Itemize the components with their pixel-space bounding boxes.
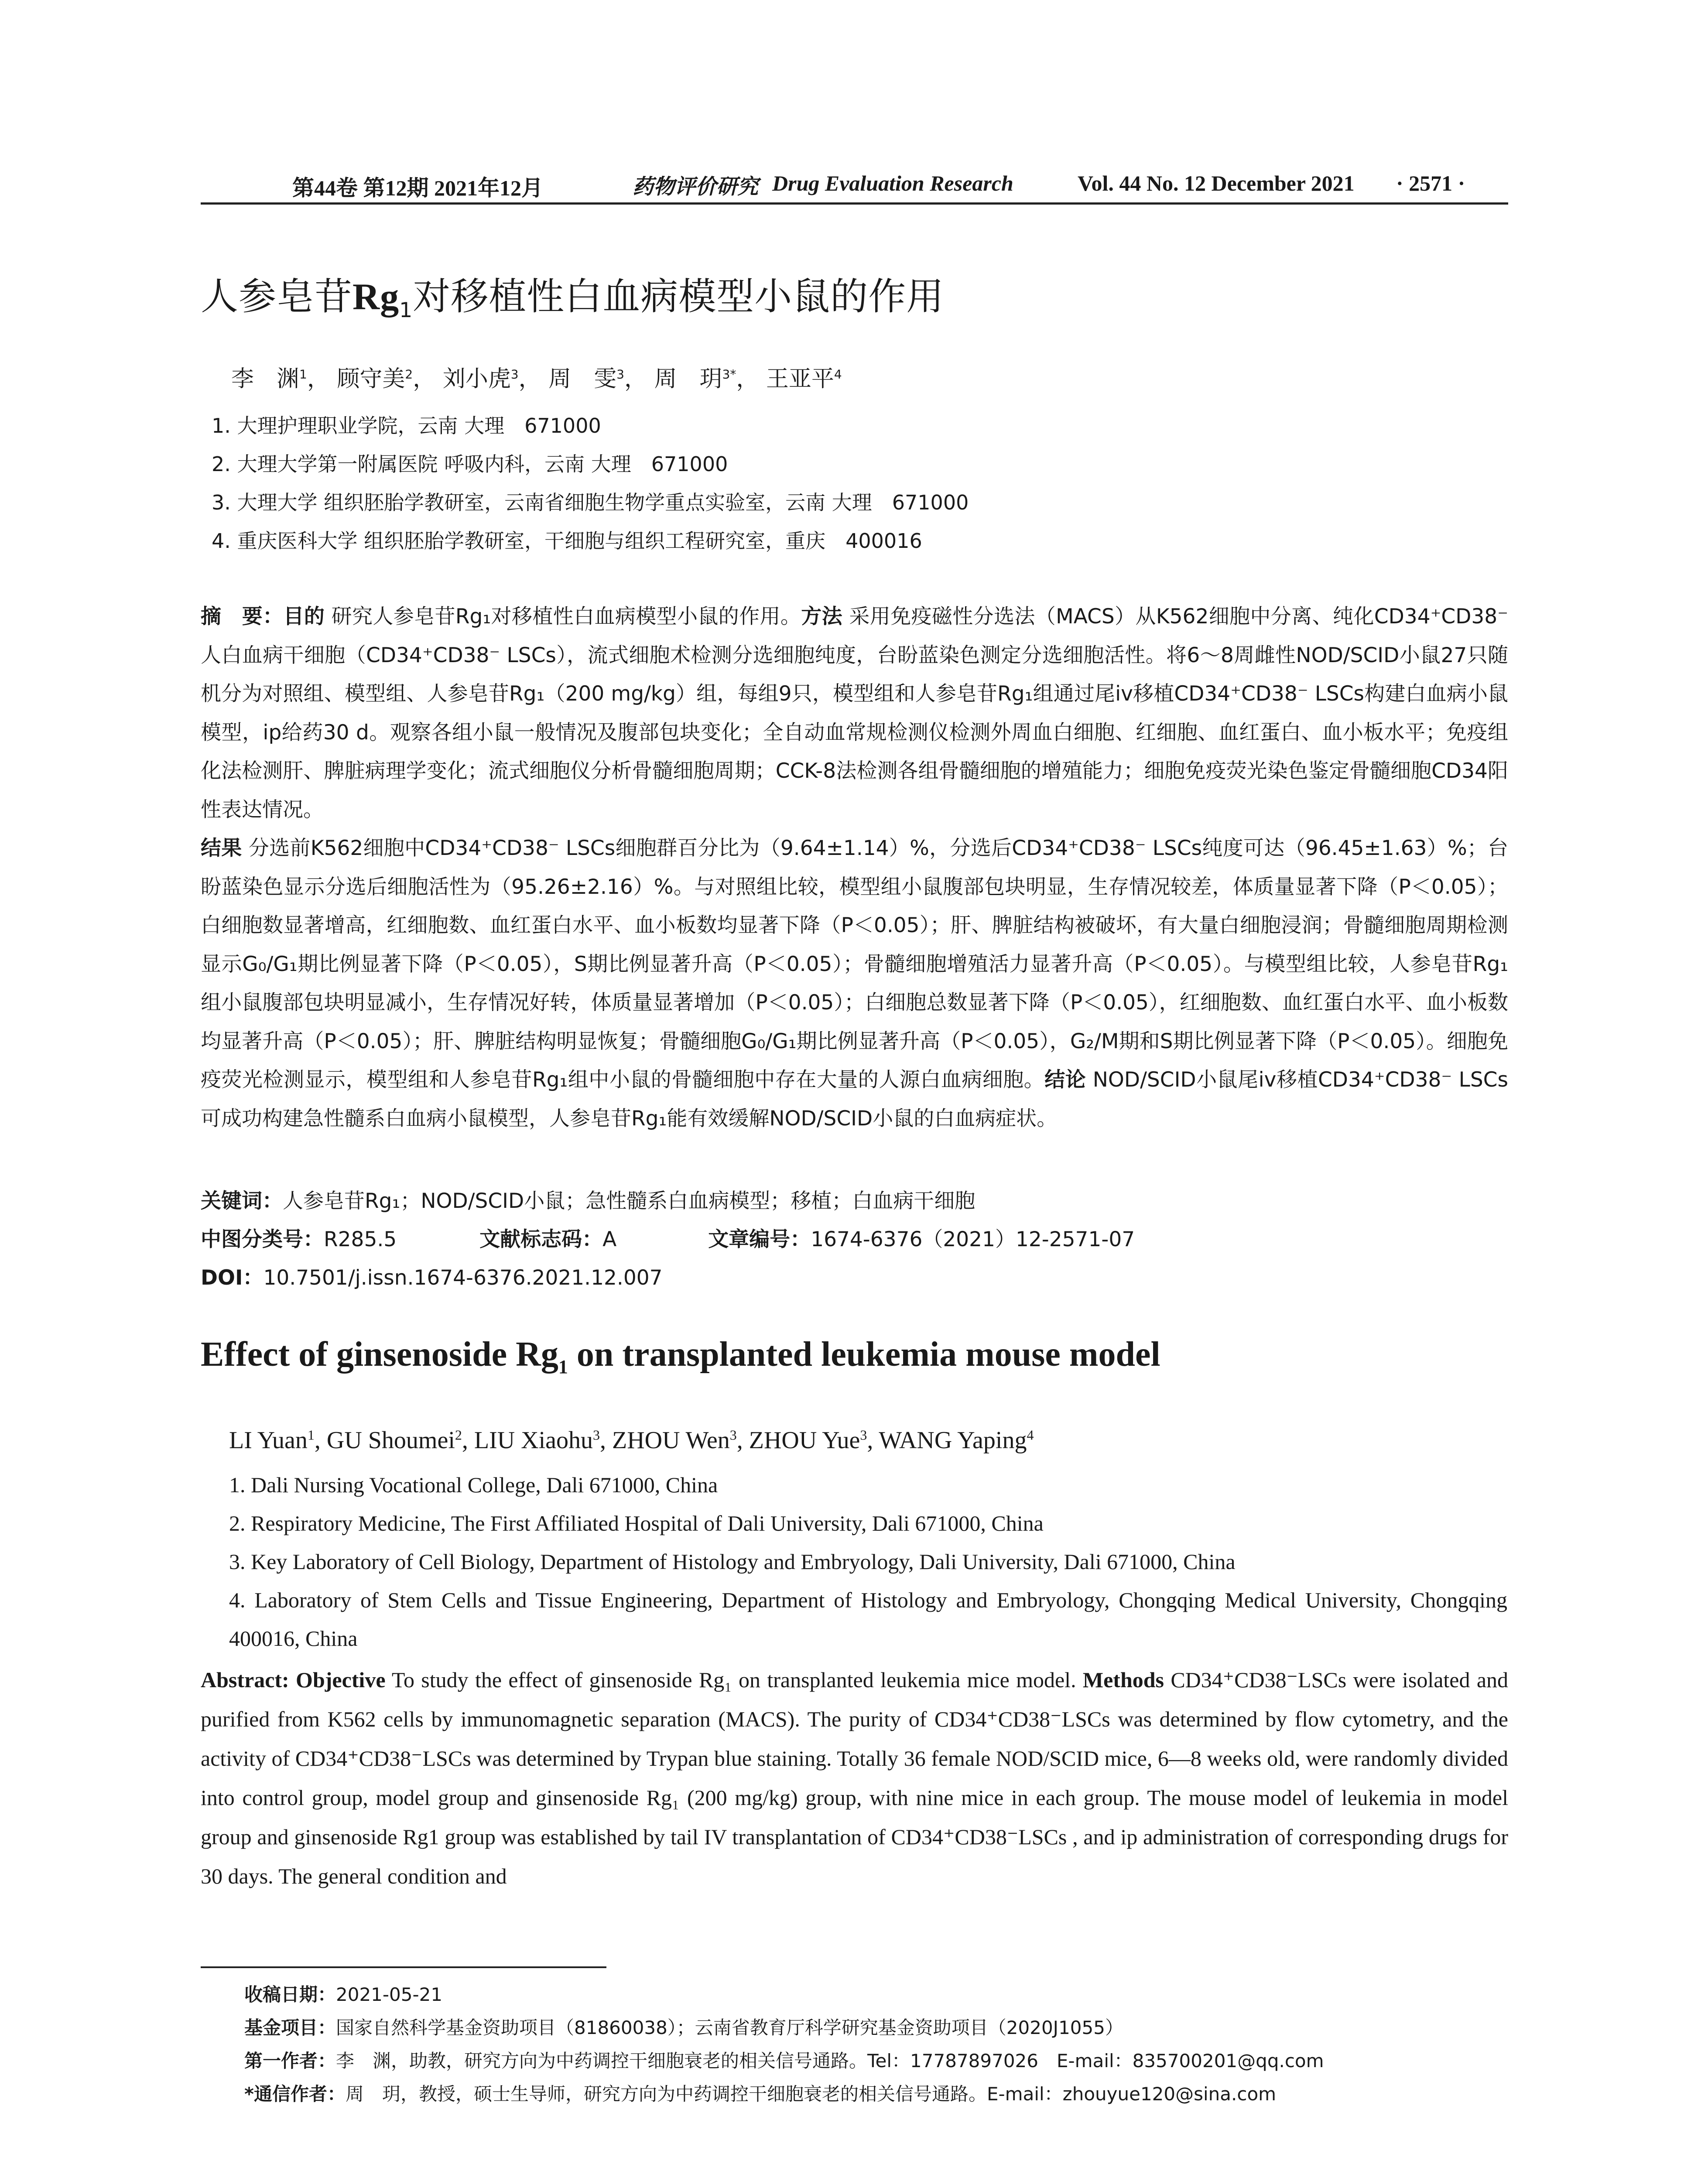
article-id-value: 1674-6376（2021）12-2571-07 [811,1227,1135,1251]
methods-label: 方法 [801,605,843,629]
abstract-en-label: Abstract: [201,1668,289,1692]
author-affil-ref: 1 [299,367,307,382]
methods-en-label: Methods [1082,1668,1164,1692]
abstract-cn [201,598,1508,1138]
clc-label: 中图分类号： [201,1227,324,1251]
footnote-text: 国家自然科学基金资助项目（81860038）；云南省教育厅科学研究基金资助项目（2020J1055） [336,2017,1123,2038]
results-label: 结果 [201,836,242,860]
classification-line [201,1223,1135,1252]
keywords-cn [201,1185,975,1214]
author-en: WANG Yaping [879,1427,1027,1454]
author-affil-ref: 2 [455,1427,462,1443]
affiliation-en: 3. Key Laboratory of Cell Biology, Department of Histology and Embryology, Dali University, Dali 671000, China [229,1549,1236,1574]
footnote-received [244,1980,442,2007]
title-cn-pre: 人参皂苷 [201,275,353,318]
affiliation-en: 4. Laboratory of Stem Cells and Tissue Engineering, Department of Histology and Embryology, Chongqing Medical University, Chongqing 400016, China [229,1588,1507,1651]
running-header [201,167,1508,198]
journal-name-en: Drug Evaluation Research [772,171,1013,195]
author-en: GU Shoumei [326,1427,455,1454]
objective-en-text: To study the effect of ginsenoside Rg₁ on transplanted leukemia mice model. [385,1668,1076,1692]
author-affil-ref: 1 [307,1427,315,1443]
author-cn: 周 雯 [548,366,617,392]
author-en: ZHOU Wen [612,1427,730,1454]
abstract-cn-label: 摘 要： [201,605,284,629]
author-affil-ref: 3* [722,367,736,382]
footnote-label: 第一作者： [244,2050,336,2072]
author-en: ZHOU Yue [749,1427,860,1454]
affiliation-cn: 3. 大理大学 组织胚胎学教研室，云南省细胞生物学重点实验室，云南 大理 671000 [212,491,969,514]
conclusion-label: 结论 [1044,1068,1086,1092]
title-en-sub: 1 [558,1356,568,1378]
methods-text: 采用免疫磁性分选法（MACS）从K562细胞中分离、纯化CD34⁺CD38⁻人白血病干细胞（CD34⁺CD38⁻ LSCs），流式细胞术检测分选细胞纯度，台盼蓝染色测定分选细胞活性。将6～8周雌性NOD/SCID小鼠27只随机分为对照组、模型组、人参皂苷Rg₁（200 mg/kg）组，每组9只，模型组和人参皂苷Rg₁组通过尾iv移植CD34⁺CD38⁻ LSCs构建白血病小鼠模型，ip给药30 d。观察各组小鼠一般情况及腹部包块变化；全自动血常规检测仪检测外周血白细胞、红细胞、血红蛋白、血小板水平；免疫组化法检测肝、脾脏病理学变化；流式细胞仪分析骨髓细胞周期；CCK-8法检测各组骨髓细胞的增殖能力；细胞免疫荧光染色鉴定骨髓细胞CD34阳性表达情况。 [201,605,1509,822]
title-cn-rg: Rg [353,276,400,318]
doi-line [201,1261,663,1291]
author-en: LIU Xiaohu [474,1427,593,1454]
conclusion-text: NOD/SCID小鼠尾iv移植CD34⁺CD38⁻ LSCs可成功构建急性髓系白血病小鼠模型，人参皂苷Rg₁能有效缓解NOD/SCID小鼠的白血病症状。 [201,1068,1508,1131]
doi-label: DOI： [201,1266,264,1290]
title-cn-post: 对移植性白血病模型小鼠的作用 [413,275,945,318]
author-cn: 王亚平 [766,366,834,392]
author-affil-ref: 4 [1027,1427,1034,1443]
footnote-label: *通信作者： [244,2083,346,2105]
author-cn: 顾守美 [337,366,405,392]
footnote-divider [201,1966,606,1968]
author-affil-ref: 3 [616,367,624,382]
title-cn [201,266,944,322]
page-number: · 2571 · [1396,171,1465,195]
author-cn: 周 玥 [654,366,722,392]
issue-cn: 第44卷 第12期 2021年12月 [292,176,543,200]
author-en: LI Yuan [229,1427,308,1454]
abstract-en [201,1660,1508,1896]
issue-en: Vol. 44 No. 12 December 2021 [1078,171,1355,195]
title-cn-sub: 1 [399,298,413,323]
objective-en-label: Objective [296,1668,386,1692]
affiliation-cn: 1. 大理护理职业学院，云南 大理 671000 [212,414,601,438]
article-id-label: 文章编号： [708,1227,811,1251]
footnote-text: 周 玥，教授，硕士生导师，研究方向为中药调控干细胞衰老的相关信号通路。E-mail：zhouyue120@sina.com [345,2083,1277,2105]
author-cn: 刘小虎 [442,366,511,392]
keywords-label: 关键词： [201,1189,283,1213]
doc-code-value: A [602,1227,617,1251]
author-affil-ref: 3 [593,1427,600,1443]
author-affil-ref: 3 [860,1427,867,1443]
author-affil-ref: 4 [834,367,842,382]
keywords-text: 人参皂苷Rg₁；NOD/SCID小鼠；急性髓系白血病模型；移植；白血病干细胞 [283,1189,976,1213]
affiliation-en: 2. Respiratory Medicine, The First Affiliated Hospital of Dali University, Dali 671000, China [229,1511,1044,1535]
objective-label: 目的 [283,605,325,629]
clc-value: R285.5 [324,1227,397,1251]
author-affil-ref: 3 [729,1427,737,1443]
footnote-text: 李 渊，助教，研究方向为中药调控干细胞衰老的相关信号通路。Tel：17787897026 E-mail：835700201@qq.com [336,2050,1324,2072]
affiliation-cn: 4. 重庆医科大学 组织胚胎学教研室，干细胞与组织工程研究室，重庆 400016 [212,529,922,553]
footnote-corresponding [244,2080,1276,2106]
author-affil-ref: 3 [510,367,519,382]
footnote-label: 收稿日期： [244,1984,336,2005]
doc-code-label: 文献标志码： [479,1227,603,1251]
footnote-text: 2021-05-21 [336,1984,443,2005]
footnote-first-author [244,2047,1324,2073]
title-en-post: on transplanted leukemia mouse model [568,1335,1160,1374]
title-en [201,1335,1160,1378]
results-text: 分选前K562细胞中CD34⁺CD38⁻ LSCs细胞群百分比为（9.64±1.14）%，分选后CD34⁺CD38⁻ LSCs纯度可达（96.45±1.63）%；台盼蓝染色显示分选后细胞活性为（95.26±2.16）%。与对照组比较，模型组小鼠腹部包块明显，生存情况较差，体质量显著下降（P＜0.05）；白细胞数显著增高，红细胞数、血红蛋白水平、血小板数均显著下降（P＜0.05）；肝、脾脏结构被破坏，有大量白细胞浸润；骨髓细胞周期检测显示G₀/G₁期比例显著下降（P＜0.05），S期比例显著升高（P＜0.05）；骨髓细胞增殖活力显著升高（P＜0.05）。与模型组比较，人参皂苷Rg₁组小鼠腹部包块明显减小，生存情况好转，体质量显著增加（P＜0.05）；白细胞总数显著下降（P＜0.05），红细胞数、血红蛋白水平、血小板数均显著升高（P＜0.05）；肝、脾脏结构明显恢复；骨髓细胞G₀/G₁期比例显著升高（P＜0.05），G₂/M期和S期比例显著下降（P＜0.05）。细胞免疫荧光检测显示，模型组和人参皂苷Rg₁组中小鼠的骨髓细胞中存在大量的人源白血病细胞。 [201,836,1508,1092]
objective-text: 研究人参皂苷Rg₁对移植性白血病模型小鼠的作用。 [325,605,801,629]
footnote-funding [244,2013,1123,2040]
doi-value: 10.7501/j.issn.1674-6376.2021.12.007 [263,1266,663,1290]
author-affil-ref: 2 [405,367,413,382]
title-en-pre: Effect of ginsenoside Rg [201,1335,558,1374]
header-divider [201,202,1508,205]
journal-logo: 药物评价研究 [633,174,759,199]
affiliation-en: 1. Dali Nursing Vocational College, Dali 671000, China [229,1473,718,1497]
authors-cn: 李 渊$^1$， 顾守美$^2$， 刘小虎$^3$， 周 雯$^3$， 周 玥$^{3*}$， 王亚平$^4$ [231,366,842,392]
affiliation-cn: 2. 大理大学第一附属医院 呼吸内科，云南 大理 671000 [212,452,728,476]
author-cn: 李 渊 [231,366,300,392]
footnote-label: 基金项目： [244,2017,336,2038]
methods-en-text: CD34⁺CD38⁻LSCs were isolated and purified from K562 cells by immunomagnetic separation (MACS). The purity of CD34⁺CD38⁻LSCs was determined by flow cytometry, and the activity of CD34⁺CD38⁻LSCs was determined by Trypan blue staining. Totally 36 female NOD/SCID mice, 6—8 weeks old, were randomly divided into control group, model group and ginsenoside Rg₁ (200 mg/kg) group, with nine mice in each group. The mouse model of leukemia in model group and ginsenoside Rg1 group was established by tail IV transplantation of CD34⁺CD38⁻LSCs , and ip administration of corresponding drugs for 30 days. The general condition and [201,1668,1509,1888]
authors-en: LI Yuan$^1$, GU Shoumei$^2$, LIU Xiaohu$^3$, ZHOU Wen$^3$, ZHOU Yue$^3$, WANG Yaping$^4$ [229,1427,1034,1454]
